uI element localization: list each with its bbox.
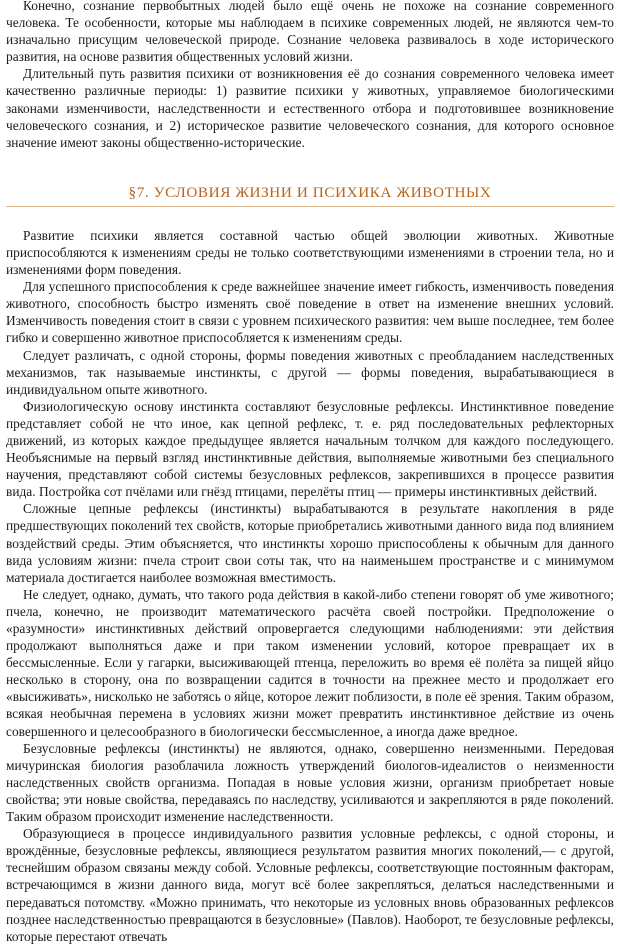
section-paragraph-7: Безусловные рефлексы (инстинкты) не являются, однако, совершенно неизменными. Передовая мичуринская биология разоблачила ложность утверждений биологов-идеалистов о неизменности наследственных свойств организма. Попадая в новые условия жизни, организм приобретает новые свойства; эти новые свойства, передаваясь по наследству, усиливаются и закрепляются в ряде поколений. Таким образом происходит изменение наследственности. (6, 740, 614, 825)
section-paragraph-1: Развитие психики является составной частью общей эволюции животных. Животные приспособляются к изменениям среды не только соответствующими изменениями в строении тела, но и изменениями форм поведения. (6, 227, 614, 278)
section-paragraph-3: Следует различать, с одной стороны, формы поведения животных с преобладанием наследственных механизмов, так называемые инстинкты, с другой — формы поведения, вырабатывающиеся в индивидуальном опыте животного. (6, 347, 614, 397)
intro-paragraph-2: Длительный путь развития психики от возникновения её до сознания современного человека имеет качественно различные периоды: 1) развитие психики у животных, управляемое биологическими законами изменчивости, наследственности и естественного отбора и подготовившее возникновение человеческого сознания, и 2) историческое развитие человеческого сознания, для которого основное значение имеют законы общественно-исторические. (6, 66, 614, 150)
section-paragraph-8: Образующиеся в процессе индивидуального развития условные рефлексы, с одной стороны, и врождённые, безусловные рефлексы, являющиеся результатом развития многих поколений,— с другой, теснейшим образом связаны между собой. Условные рефлексы, соответствующие постоянным факторам, встречающимся в жизни данного вида, могут всё более закрепляться, делаться наследственными и передаваться потомству. «Можно принимать, что некоторые из условных вновь образованных рефлексов позднее наследственностью превращаются в безусловные» (Павлов). Наоборот, те безусловные рефлексы, которые перестают отвечать (6, 826, 614, 944)
section-heading-block (6, 183, 614, 207)
section-paragraph-4: Физиологическую основу инстинкта составляют безусловные рефлексы. Инстинктивное поведение представляет собой не что иное, как цепной рефлекс, т. е. ряд последовательных рефлекторных движений, из которых каждое предыдущее является начальным толчком для каждого последующего. Необъяснимые на первый взгляд инстинктивные действия, выполняемые животными без специального научения, представляют собой системы безусловных рефлексов, закрепившихся в процессе развития вида. Постройка сот пчёлами или гнёзд птицами, перелёты птиц — примеры инстинктивных действий. (6, 398, 614, 500)
intro-paragraph-1: Конечно, сознание первобытных людей было ещё очень не похоже на сознание современного человека. Те особенности, которые мы наблюдаем в психике современных людей, не являются чем-то изначально присущим человеческой природе. Сознание человека развивалось в ходе исторического развития, на основе развития общественных условий жизни. (6, 0, 614, 65)
section-title: §7. УСЛОВИЯ ЖИЗНИ И ПСИХИКА ЖИВОТНЫХ (128, 183, 492, 201)
section-paragraph-2: Для успешного приспособления к среде важнейшее значение имеет гибкость, изменчивость поведения животного, способность быстро изменять своё поведение в ответ на изменение внешних условий. Изменчивость поведения стоит в связи с уровнем психического развития: чем выше последнее, тем более гибко и совершенно животное приспособляется к изменениям среды. (6, 279, 614, 346)
section-paragraph-5: Сложные цепные рефлексы (инстинкты) вырабатываются в результате накопления в ряде предшествующих поколений тех свойств, которые приобретались животными данного вида под влиянием воздействий среды. Этим объясняется, что инстинкты хорошо приспособлены к обычным для данного вида условиям жизни: пчела строит свои соты так, что на наименьшем пространстве и с минимумом материала достигается наиболее возможная вместимость. (6, 501, 614, 585)
section-paragraph-6: Не следует, однако, думать, что такого рода действия в какой-либо степени говорят об уме животного; пчела, конечно, не производит математического расчёта своей постройки. Предположение о «разумности» инстинктивных действий опровергается следующими наблюдениями: эти действия продолжают выполняться даже и при таком изменении условий, которое превращает их в бессмысленные. Если у гагарки, высиживающей птенца, переложить во время её полёта за пищей яйцо несколько в сторону, она по возвращении садится в точности на прежнее место и продолжает его «высиживать», нисколько не заботясь о яйце, которое лежит поблизости, в поле её зрения. Таким образом, всякая необычная перемена в условиях жизни может превратить инстинктивное действие из очень совершенного и целесообразного в биологически бессмысленное, а иногда даже вредное. (6, 586, 614, 739)
